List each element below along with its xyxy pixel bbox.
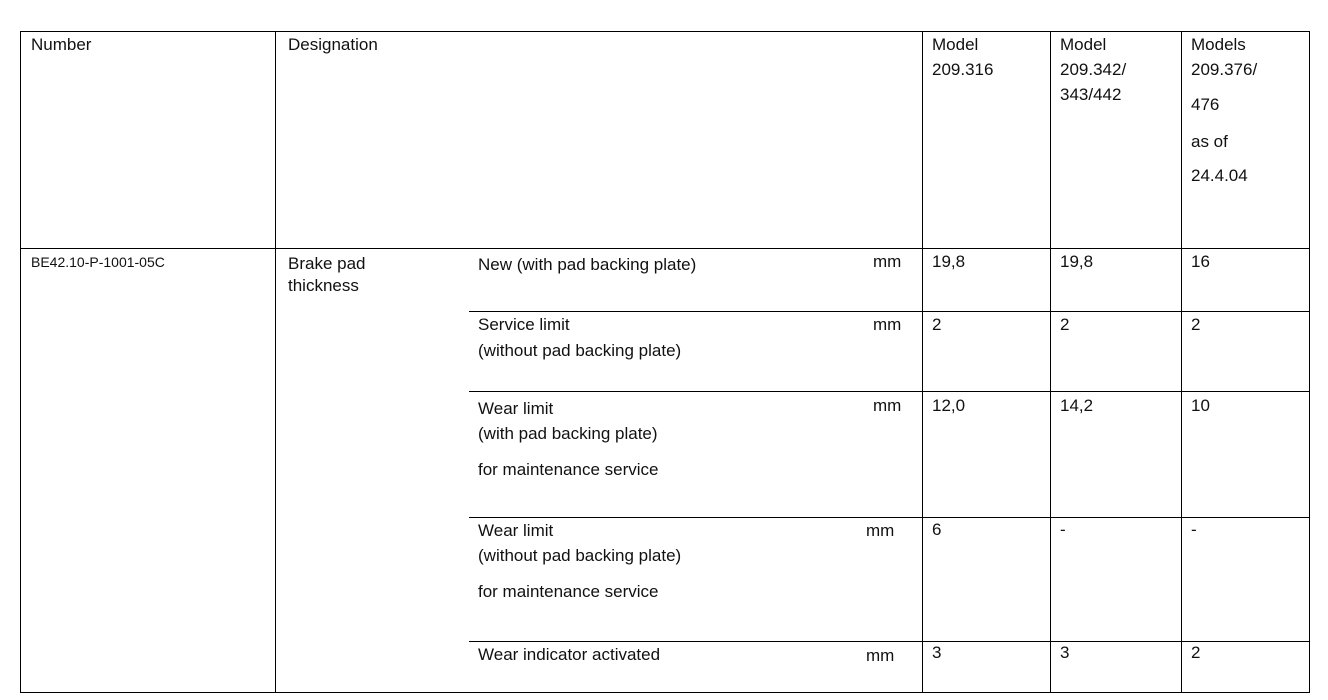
specification-table [20, 31, 1310, 693]
row-4-description-line: (without pad backing plate) [478, 546, 682, 565]
row-5-value-model-1: 3 [932, 643, 942, 662]
header-model-1-line: 209.316 [932, 60, 994, 79]
row-1-value-model-3: 16 [1191, 252, 1210, 271]
divider-model2-model3 [1181, 31, 1182, 693]
table-left-border [20, 31, 21, 693]
row-2-value-model-2: 2 [1060, 315, 1070, 334]
row-2-unit: mm [873, 315, 902, 334]
header-model-2-line: 343/442 [1060, 85, 1122, 104]
row-5-value-model-2: 3 [1060, 643, 1070, 662]
row-4-unit: mm [866, 521, 895, 540]
row-5-description [478, 645, 660, 665]
header-model-3-line: Models [1191, 35, 1246, 54]
row-divider-2 [469, 391, 1310, 392]
divider-model1-model2 [1050, 31, 1051, 693]
row-1-value-model-2: 19,8 [1060, 252, 1094, 271]
row-3-value-model-3: 10 [1191, 396, 1210, 415]
row-2-description-line: (without pad backing plate) [478, 341, 682, 360]
header-model-2-line: 209.342/ [1060, 60, 1127, 79]
row-divider-4 [469, 641, 1310, 642]
row-2-value-model-3: 2 [1191, 315, 1201, 334]
row-2-description [478, 315, 681, 361]
row-5-unit: mm [866, 646, 895, 665]
row-1-value-model-1: 19,8 [932, 252, 966, 271]
row-2-description-line: Service limit [478, 315, 570, 334]
record-number: BE42.10-P-1001-05C [31, 254, 165, 270]
row-divider-3 [469, 517, 1310, 518]
header-designation: Designation [288, 35, 378, 54]
header-model-2-line: Model [1060, 35, 1107, 54]
header-divider [20, 248, 1310, 249]
row-3-value-model-2: 14,2 [1060, 396, 1094, 415]
header-model-3-line: 24.4.04 [1191, 166, 1248, 185]
record-designation-line: Brake pad [288, 254, 366, 273]
row-4-description-line: Wear limit [478, 521, 554, 540]
row-divider-1 [469, 311, 1310, 312]
row-4-value-model-3: - [1191, 520, 1197, 539]
record-designation [288, 254, 366, 296]
row-4-description [478, 521, 681, 602]
row-2-value-model-1: 2 [932, 315, 942, 334]
header-model-3 [1191, 35, 1257, 186]
header-model-3-line: 209.376/ [1191, 60, 1258, 79]
header-model-3-line: as of [1191, 132, 1228, 151]
table-bottom-border [20, 692, 1310, 693]
header-model-2 [1060, 35, 1126, 105]
divider-designation-model1 [922, 31, 923, 693]
row-3-description-line: (with pad backing plate) [478, 424, 658, 443]
row-1-unit: mm [873, 252, 902, 271]
row-3-value-model-1: 12,0 [932, 396, 966, 415]
table-right-border [1309, 31, 1310, 693]
row-3-description-line: Wear limit [478, 399, 554, 418]
table-top-border [20, 31, 1310, 32]
header-model-3-line: 476 [1191, 95, 1220, 114]
divider-number-designation [275, 31, 276, 693]
row-4-value-model-2: - [1060, 520, 1066, 539]
row-4-value-model-1: 6 [932, 520, 942, 539]
row-4-description-line: for maintenance service [478, 582, 659, 601]
row-1-description [478, 255, 696, 275]
row-5-value-model-3: 2 [1191, 643, 1201, 662]
row-3-unit: mm [873, 396, 902, 415]
record-designation-line: thickness [288, 276, 359, 295]
row-3-description [478, 399, 658, 480]
header-model-1 [932, 35, 993, 80]
header-model-1-line: Model [932, 35, 979, 54]
header-number: Number [31, 35, 92, 54]
row-3-description-line: for maintenance service [478, 460, 659, 479]
row-1-description-line: New (with pad backing plate) [478, 255, 697, 274]
row-5-description-line: Wear indicator activated [478, 645, 661, 664]
